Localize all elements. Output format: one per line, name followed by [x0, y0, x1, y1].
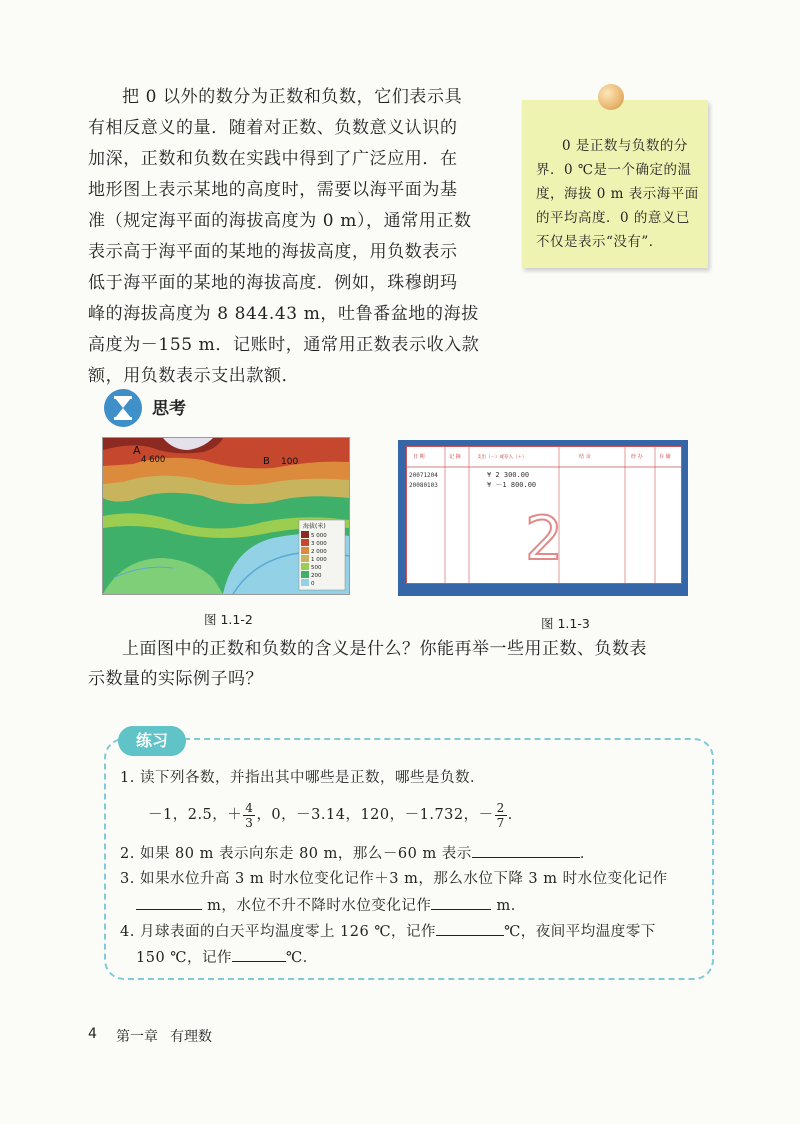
- exercise-tab: 练习: [118, 726, 186, 756]
- exercise-numbers: [148, 800, 523, 830]
- bankbook-image: [398, 440, 688, 596]
- legend-value: 500: [311, 565, 322, 571]
- note-line: 界．0 ℃是一个确定的温: [536, 162, 692, 178]
- paragraph-line: 额，用负数表示支出款额．: [88, 366, 300, 386]
- map-label-b-value: 100: [281, 457, 299, 467]
- paragraph-line: 把 0 以外的数分为正数和负数，它们表示具: [122, 87, 463, 107]
- exercise-question-2: 2. 如果 80 m 表示向东走 80 m，那么－60 m 表示 ．: [120, 841, 595, 866]
- answer-blank[interactable]: [136, 893, 202, 910]
- exercise-question-4: 4. 月球表面的白天平均温度零上 126 ℃，记作 ℃，夜间平均温度零下: [120, 919, 656, 944]
- think-heading: 思考: [152, 399, 186, 419]
- chapter-label: 第一章: [116, 1029, 158, 1045]
- numbers-part: ．: [507, 807, 523, 823]
- ledger-page: [406, 446, 682, 584]
- side-note: [522, 100, 708, 268]
- paragraph-line: 峰的海拔高度为 8 844.43 m，吐鲁番盆地的海拔: [88, 304, 479, 324]
- note-line: 0 是正数与负数的分: [562, 138, 688, 154]
- topographic-map: [102, 437, 350, 595]
- ledger-header: 支出（－）或存入（＋）: [477, 455, 527, 460]
- hourglass-icon: [104, 389, 142, 427]
- map-label-b: B: [263, 456, 270, 467]
- answer-blank[interactable]: [472, 841, 580, 858]
- paragraph-line: 地形图上表示某地的高度时，需要以海平面为基: [88, 180, 458, 200]
- ledger-header: 经 办: [631, 454, 643, 460]
- fraction-4-3: $\frac{4}{3}$: [245, 800, 254, 830]
- pushpin-icon: [598, 84, 624, 110]
- paragraph-line: 有相反意义的量．随着对正数、负数意义认识的: [88, 118, 458, 138]
- answer-blank[interactable]: [232, 945, 286, 962]
- paragraph-line: 准（规定海平面的海拔高度为 0 m），通常用正数: [88, 211, 472, 231]
- note-line: 不仅是表示“没有”．: [536, 234, 663, 250]
- exercise-question-4-cont: 150 ℃，记作 ℃．: [136, 945, 318, 970]
- ledger-page-number: 2: [525, 504, 564, 574]
- ledger-header: 日 期: [413, 454, 425, 460]
- map-label-a-value: 4 600: [141, 455, 166, 465]
- figure-caption: 图 1.1-2: [204, 612, 253, 627]
- think-question: [88, 634, 647, 694]
- map-label-a: A: [133, 444, 141, 457]
- exercise-question-1: 1. 读下列各数，并指出其中哪些是正数，哪些是负数．: [120, 770, 485, 786]
- chapter-title: 有理数: [170, 1029, 212, 1045]
- paragraph-line: 高度为－155 m．记账时，通常用正数表示收入款: [88, 335, 480, 355]
- note-line: 度，海拔 0 m 表示海平面: [536, 186, 699, 202]
- paragraph-line: 低于海平面的某地的海拔高度．例如，珠穆朗玛: [88, 273, 458, 293]
- exercise-question-3: 3. 如果水位升高 3 m 时水位变化记作＋3 m，那么水位下降 3 m 时水位变化记作: [120, 871, 668, 887]
- numbers-part: －1，2.5，＋: [148, 807, 243, 823]
- ledger-header: 结 余: [579, 454, 591, 460]
- legend-value: 5 000: [311, 533, 327, 539]
- legend-value: 200: [311, 573, 322, 579]
- legend-value: 2 000: [311, 549, 327, 555]
- answer-blank[interactable]: [431, 893, 491, 910]
- ledger-amount: ¥ －1 800.00: [487, 481, 537, 489]
- answer-blank[interactable]: [436, 919, 504, 936]
- exercise-question-3-cont: m，水位不升不降时水位变化记作 m．: [136, 893, 526, 918]
- ledger-date: 20071204: [409, 472, 438, 479]
- legend-value: 1 000: [311, 557, 327, 563]
- legend-value: 3 000: [311, 541, 327, 547]
- ledger-date: 20080103: [409, 482, 438, 489]
- question-line: 示数量的实际例子吗？: [88, 669, 263, 689]
- paragraph-line: 表示高于海平面的某地的海拔高度，用负数表示: [88, 242, 458, 262]
- page-number: 4: [88, 1026, 97, 1042]
- intro-paragraph: [88, 82, 479, 392]
- paragraph-line: 加深，正数和负数在实践中得到了广泛应用．在: [88, 149, 458, 169]
- question-line: 上面图中的正数和负数的含义是什么？你能再举一些用正数、负数表: [122, 639, 647, 659]
- ledger-header: 存 储: [659, 454, 671, 460]
- fraction-2-7: $\frac{2}{7}$: [496, 800, 505, 830]
- map-legend: [299, 520, 345, 590]
- legend-value: 0: [311, 581, 315, 587]
- figure-caption: 图 1.1-3: [541, 616, 590, 631]
- ledger-amount: ¥ 2 300.00: [487, 471, 530, 479]
- numbers-part: ，0，－3.14，120，－1.732，－: [256, 807, 494, 823]
- legend-title: 海拔(米): [303, 523, 326, 530]
- ledger-header: 记 摘: [449, 454, 461, 460]
- note-line: 的平均高度．0 的意义已: [536, 210, 690, 226]
